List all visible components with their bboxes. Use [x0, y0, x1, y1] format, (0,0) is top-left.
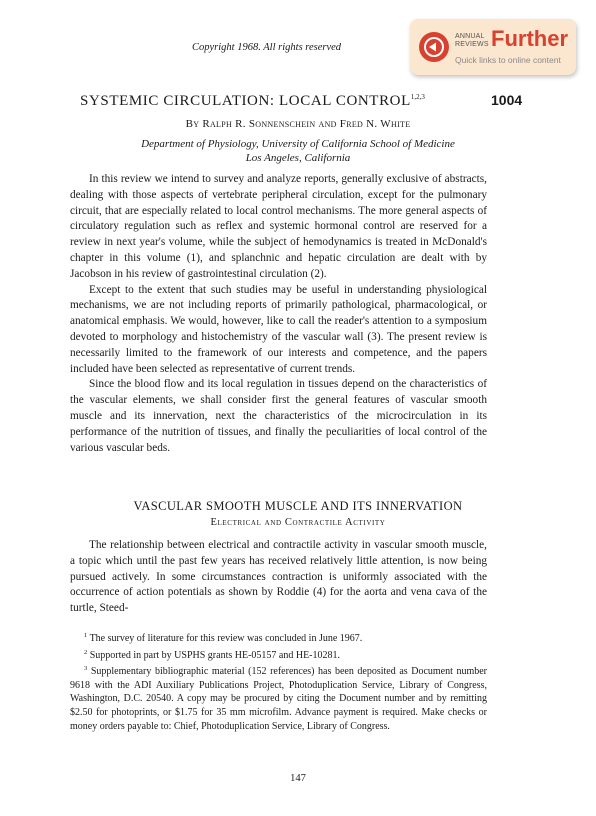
affiliation-line-2: Los Angeles, California	[245, 152, 351, 164]
footnote-1	[70, 629, 487, 646]
intro-text	[70, 172, 487, 456]
subsection-heading: Electrical and Contractile Activity	[210, 517, 386, 528]
footnotes	[70, 629, 487, 733]
footnote-3	[70, 662, 487, 733]
section-paragraph: The relationship between electrical and contractile activity in vascular smooth muscle, a topic which until the past few years has received relatively little attention, is now being pursued actively. In some circumstances contraction is uniformly associated with the occurrence of action potentials as shown by Roddie (4) for the aorta and vena cava of the turtle, Steed-	[70, 539, 487, 615]
footnote-mark: 1	[84, 632, 88, 639]
section-text	[70, 538, 487, 617]
footnote-mark: 2	[84, 648, 88, 656]
badge-annual-text: ANNUAL	[455, 33, 485, 40]
author-line: By Ralph R. Sonnenschein and Fred N. White	[185, 118, 411, 130]
footnote-text: Supplementary bibliographic material (152 references) has been deposited as Document number 9618 with the ADI Auxiliary Publications Project, Photoduplication Service, Library of Congress, Washington, D.C. 20540. A copy may be procured by citing the Document number and by remitting $2.50 for photoprints, or $1.75 for 35 mm microfilm. Advance payment is required. Make checks or money orders payable to: Chief, Photoduplication Service, Library of Congress.	[70, 666, 488, 732]
back-arrow-icon	[419, 32, 449, 62]
title-footnote-marks: 1,2,3	[410, 93, 425, 101]
article-title	[80, 93, 425, 110]
paragraph-2: Except to the extent that such studies may be useful in understanding physiological mechanisms, we are not including reports of primarily pathological, pharmacological, or anatomical emphasis. We would, however, like to call the reader's attention to a symposium devoted to morphology and histochemistry of the vascular wall (3). The present review is necessarily limited to the framework of our interests and competence, and the papers included have been selected as representative of current trends.	[70, 283, 487, 375]
badge-tagline: Quick links to online content	[455, 55, 561, 65]
footnote-mark: 3	[84, 665, 88, 673]
copyright-line: Copyright 1968. All rights reserved	[192, 42, 342, 53]
page-number: 147	[290, 773, 306, 784]
affiliation-line-1: Department of Physiology, University of California School of Medicine	[141, 138, 455, 150]
badge-reviews-text: REVIEWS	[455, 41, 489, 48]
document-number: 1004	[491, 92, 523, 108]
footnote-text: The survey of literature for this review was concluded in June 1967.	[89, 633, 363, 644]
badge-further-text: Further	[491, 26, 568, 51]
further-badge[interactable]	[410, 19, 576, 75]
section-heading: VASCULAR SMOOTH MUSCLE AND ITS INNERVATION	[133, 499, 463, 513]
footnote-text: Supported in part by USPHS grants HE-05157 and HE-10281.	[89, 649, 341, 661]
paragraph-3: Since the blood flow and its local regulation in tissues depend on the characteristics of the vascular elements, we shall consider first the general features of vascular smooth muscle and its innervation, next the characteristics of the microcirculation in its performance of the nutrition of tissues, and finally the peculiarities of local control of the various vascular beds.	[70, 378, 487, 454]
article-title-text: SYSTEMIC CIRCULATION: LOCAL CONTROL	[80, 93, 411, 109]
paragraph-1: In this review we intend to survey and analyze reports, generally exclusive of abstracts, dealing with those aspects of vertebrate peripheral circulation, except for the pulmonary circuit, that are especially related to local control mechanisms. The more general aspects of circulatory regulation such as reflex and systemic hormonal control are reserved for a review in next year's volume, while the subject of hemodynamics is treated in McDonald's chapter in this volume (1), and splanchnic and hepatic circulation are dealt with by Jacobson in his review of gastrointestinal circulation (2).	[70, 173, 487, 280]
footnote-2	[70, 646, 487, 663]
badge-publisher-label	[455, 33, 489, 49]
